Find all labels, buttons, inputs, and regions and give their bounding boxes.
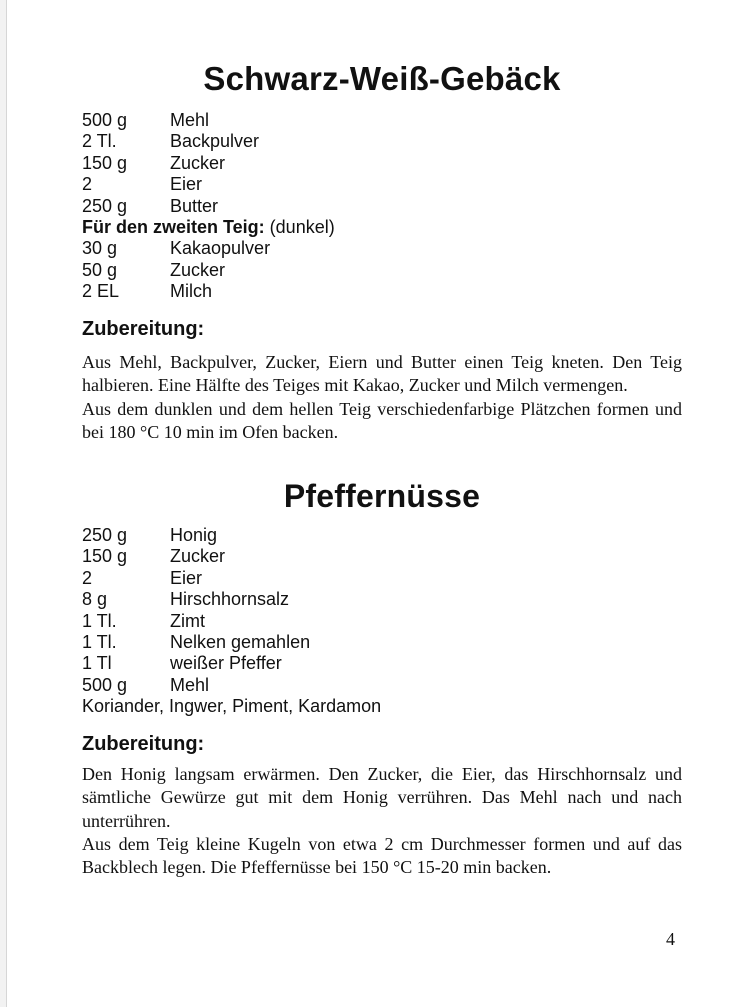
document-page (6, 0, 750, 1007)
ingredient-item: Nelken gemahlen (170, 631, 311, 652)
ingredient-list-2 (82, 525, 682, 718)
ingredient-item: Honig (170, 525, 218, 545)
subheading-note: (dunkel) (264, 216, 335, 237)
ingredient-qty: 1 Tl. (82, 631, 117, 652)
ingredient-qty: 150 g (82, 546, 128, 567)
preparation-paragraph: Aus dem dunklen und dem hellen Teig verschiedenfarbige Plätzchen formen und bei 180 °C 10 min im Ofen backen. (82, 398, 682, 442)
ingredient-item: Zimt (170, 610, 205, 631)
ingredient-qty: 2 (82, 174, 93, 195)
recipe-title-pfeffernuesse: Pfeffernüsse (283, 478, 481, 514)
ingredient-row (82, 110, 682, 131)
preparation-text-1 (82, 351, 682, 444)
ingredient-row (82, 196, 682, 217)
ingredient-qty: 2 (82, 567, 93, 588)
ingredient-item: Butter (170, 195, 219, 216)
ingredient-row (82, 131, 682, 152)
ingredient-item: Milch (170, 281, 213, 302)
ingredient-item: Backpulver (170, 131, 260, 152)
ingredient-item: Kakaopulver (170, 238, 271, 259)
ingredient-qty: 1 Tl. (82, 610, 117, 631)
spices-line: Koriander, Ingwer, Piment, Kardamon (82, 696, 382, 717)
ingredient-item: Zucker (170, 152, 226, 173)
ingredient-row (82, 281, 682, 302)
ingredient-row (82, 632, 682, 653)
ingredient-row (82, 675, 682, 696)
ingredient-item: Eier (170, 174, 203, 195)
ingredient-item: Zucker (170, 259, 226, 280)
ingredient-list-1 (82, 110, 682, 303)
preparation-paragraph: Den Honig langsam erwärmen. Den Zucker, die Eier, das Hirschhornsalz und sämtliche Gewürze gut mit dem Honig verrühren. Das Mehl nach und nach unterrühren. (82, 764, 682, 831)
ingredient-qty: 2 Tl. (82, 131, 117, 152)
preparation-paragraph: Aus dem Teig kleine Kugeln von etwa 2 cm Durchmesser formen und auf das Backblech legen. Die Pfeffernüsse bei 150 °C 15-20 min backen. (82, 833, 682, 878)
page-number: 4 (666, 929, 675, 949)
ingredient-row (82, 589, 682, 610)
ingredient-qty: 1 Tl (82, 653, 112, 674)
ingredient-row (82, 611, 682, 632)
ingredient-item: weißer Pfeffer (170, 653, 282, 674)
preparation-text-2 (82, 763, 682, 879)
ingredient-qty: 30 g (82, 238, 118, 259)
recipe-title-schwarz-weiss: Schwarz-Weiß-Gebäck (203, 60, 561, 97)
ingredient-row (82, 260, 682, 281)
ingredient-qty: 250 g (82, 525, 128, 545)
ingredient-row (82, 546, 682, 567)
ingredient-row (82, 238, 682, 259)
ingredient-row (82, 174, 682, 195)
ingredient-row (82, 568, 682, 589)
ingredient-item: Mehl (170, 110, 210, 130)
subheading-bold: Für den zweiten Teig: (82, 216, 265, 237)
ingredient-item: Zucker (170, 546, 226, 567)
ingredient-qty: 8 g (82, 589, 108, 610)
preparation-heading: Zubereitung: (82, 733, 205, 755)
ingredient-row (82, 525, 682, 546)
ingredient-row (82, 153, 682, 174)
ingredient-item: Eier (170, 567, 203, 588)
dough-subheading (82, 217, 682, 238)
ingredient-row (82, 653, 682, 674)
ingredient-qty: 2 EL (82, 281, 120, 302)
ingredient-qty: 50 g (82, 259, 118, 280)
ingredient-qty: 500 g (82, 110, 128, 130)
ingredient-item: Hirschhornsalz (170, 589, 290, 610)
ingredient-qty: 250 g (82, 195, 128, 216)
preparation-paragraph: Aus Mehl, Backpulver, Zucker, Eiern und Butter einen Teig kneten. Den Teig halbieren. Eine Hälfte des Teiges mit Kakao, Zucker und Milch vermengen. (82, 352, 682, 396)
ingredient-qty: 150 g (82, 152, 128, 173)
ingredient-qty: 500 g (82, 674, 128, 695)
preparation-heading: Zubereitung: (82, 318, 205, 340)
ingredient-item: Mehl (170, 674, 210, 695)
